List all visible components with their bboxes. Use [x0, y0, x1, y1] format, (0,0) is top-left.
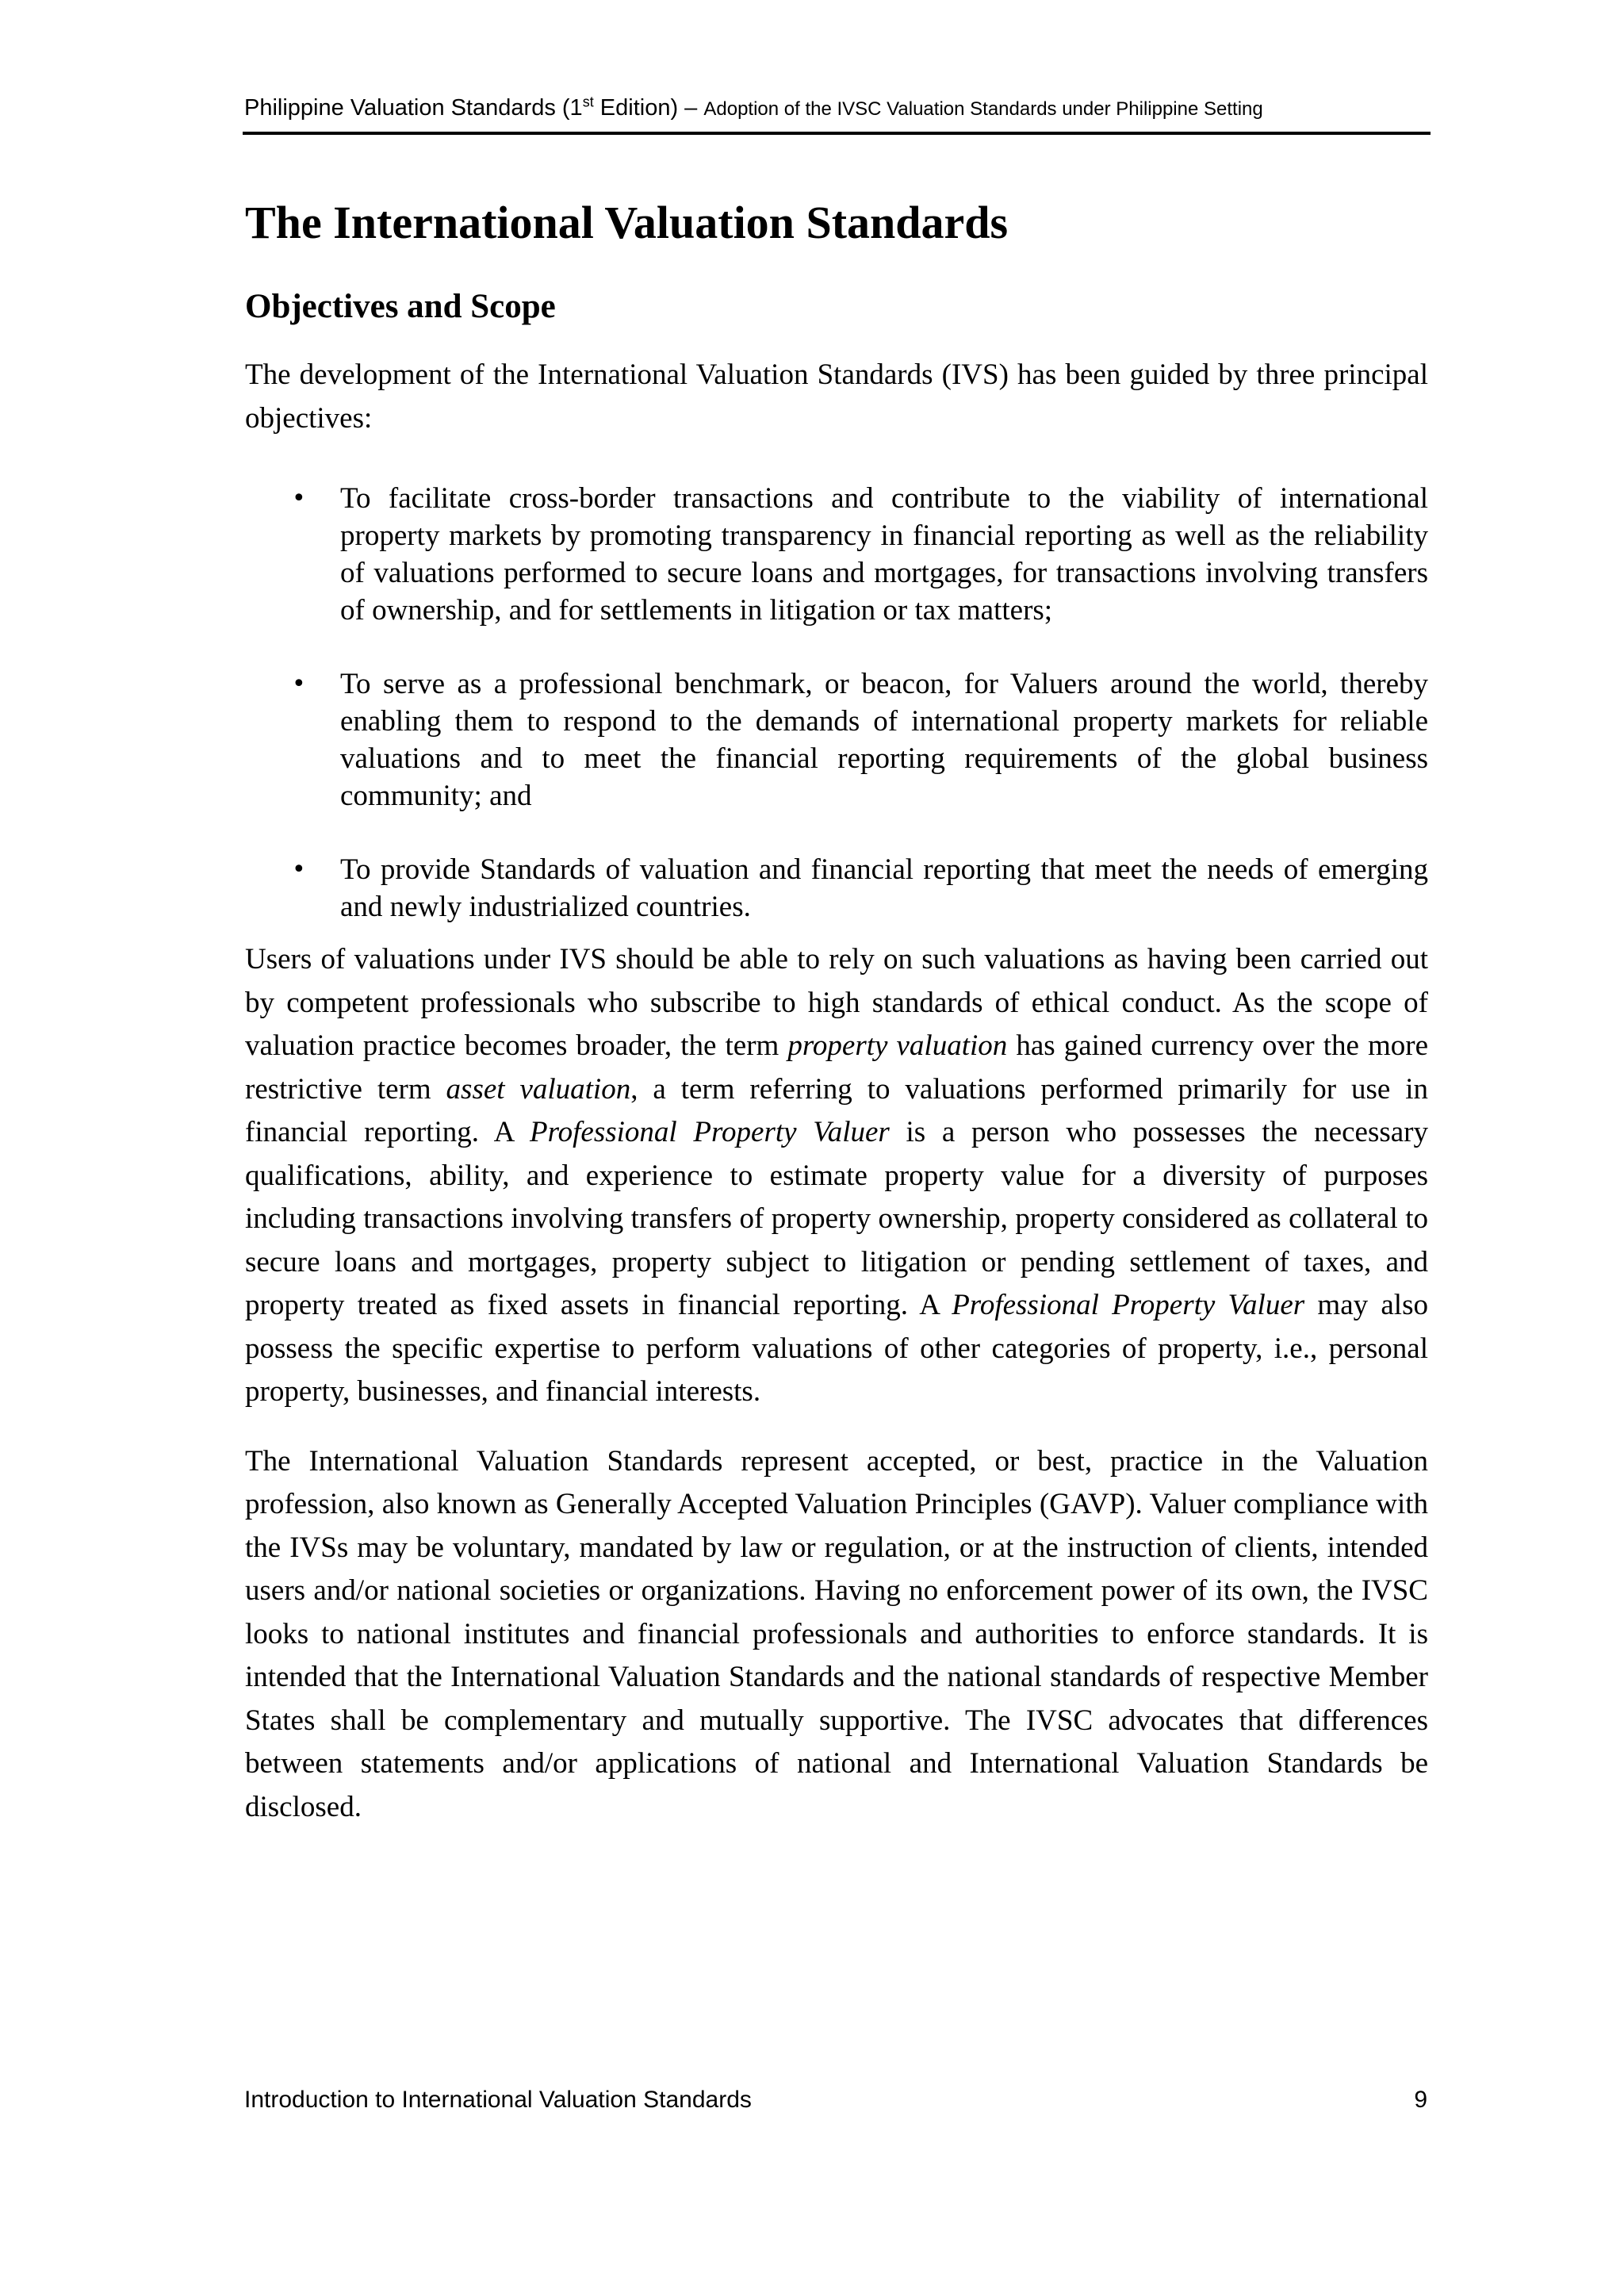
paragraph-text: Users of valuations under IVS should be able to rely on such valuations as having been carried out by competent professionals who subscribe to high standards of ethical conduct. As the scope of valuation practice becomes broader, the term	[245, 943, 1428, 1062]
bullet-icon: •	[292, 485, 306, 512]
paragraph-text: has gained currency over the more restrictive term	[245, 1029, 1429, 1106]
paragraph-text: , a term referring to valuations performed primarily for use in financial reporting. A	[245, 1072, 1429, 1148]
objective-text: To provide Standards of valuation and financial reporting that meet the needs of emerging and newly industrialized countries.	[340, 853, 1428, 923]
paragraph-text: is a person who possesses the necessary qualifications, ability, and experience to estimate property value for a diversity of purposes including transactions involving transfers of property ownership, property considered as collateral to secure loans and mortgages, property subject to litigation or pending settlement of taxes, and property treated as fixed assets in financial reporting. A	[245, 1116, 1428, 1321]
paragraph-text: may also possess the specific expertise to perform valuations of other categories of property, i.e., personal property, businesses, and financial interests.	[245, 1289, 1428, 1408]
objective-text: To facilitate cross-border transactions and contribute to the viability of international property markets by promoting transparency in financial reporting as well as the reliability of valuations performed to secure loans and mortgages, for transactions involving transfers of ownership, and for settlements in litigation or tax matters;	[340, 482, 1428, 627]
standards-paragraph: The International Valuation Standards represent accepted, or best, practice in the Valuation profession, also known as Generally Accepted Valuation Principles (GAVP). Valuer compliance with the IVSs may be voluntary, mandated by law or regulation, or at the instruction of clients, intended users and/or national societies or organizations. Having no enforcement power of its own, the IVSC looks to national institutes and financial professionals and authorities to enforce standards. It is intended that the International Valuation Standards and the national standards of respective Member States shall be complementary and mutually supportive. The IVSC advocates that differences between statements and/or applications of national and International Valuation Standards be disclosed.	[245, 1444, 1428, 1823]
header-subtitle: Adoption of the IVSC Valuation Standards under Philippine Setting	[703, 98, 1263, 120]
users-paragraph	[245, 938, 1428, 1414]
footer-label: Introduction to International Valuation Standards	[244, 2087, 752, 2113]
section-heading: Objectives and Scope	[245, 288, 556, 325]
list-item	[245, 851, 1428, 926]
objective-text: To serve as a professional benchmark, or beacon, for Valuers around the world, thereby enabling them to respond to the demands of international property markets for reliable valuations and to meet the financial reporting requirements of the global business community; and	[340, 668, 1428, 812]
term-asset-valuation: asset valuation	[446, 1072, 631, 1106]
bullet-icon: •	[292, 670, 306, 698]
running-footer	[244, 2084, 1427, 2116]
term-professional-property-valuer: Professional Property Valuer	[530, 1116, 890, 1148]
term-professional-property-valuer: Professional Property Valuer	[952, 1289, 1305, 1321]
list-item	[245, 665, 1428, 815]
header-edition-ordinal: st	[582, 94, 594, 110]
header-title: Philippine Valuation Standards (1	[244, 95, 583, 121]
page-number: 9	[1414, 2087, 1427, 2113]
objectives-list	[245, 480, 1428, 926]
page-content	[245, 189, 1428, 1829]
list-item	[245, 480, 1428, 629]
intro-paragraph: The development of the International Valuation Standards (IVS) has been guided by three principal objectives:	[245, 358, 1428, 435]
header-edition: Edition) –	[593, 95, 704, 121]
bullet-icon: •	[292, 856, 306, 884]
running-header	[244, 92, 1431, 125]
term-property-valuation: property valuation	[787, 1029, 1008, 1062]
page-title: The International Valuation Standards	[245, 197, 1009, 248]
header-rule	[243, 132, 1431, 135]
